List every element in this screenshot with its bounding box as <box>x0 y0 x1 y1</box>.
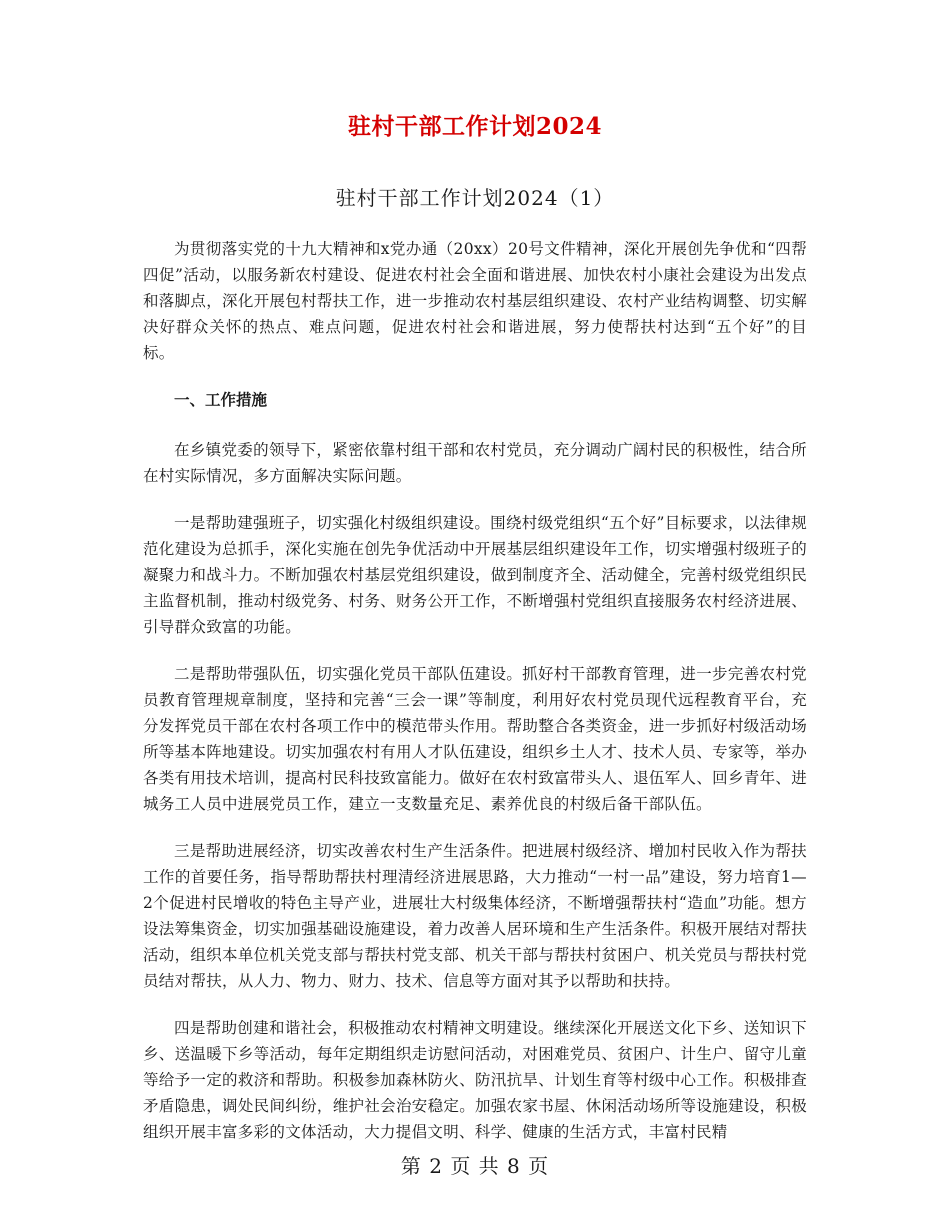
intro-paragraph: 为贯彻落实党的十九大精神和x党办通（20xx）20号文件精神，深化开展创先争优和“四帮四促”活动，以服务新农村建设、促进农村社会全面和谐进展、加快农村小康社会建设为出发点和落脚点，深化开展包村帮扶工作，进一步推动农村基层组织建设、农村产业结构调整、切实解决好群众关怀的热点、难点问题，促进农村社会和谐进展，努力使帮扶村达到“五个好”的目标。 <box>143 240 807 362</box>
point-four-paragraph: 四是帮助创建和谐社会，积极推动农村精神文明建设。继续深化开展送文化下乡、送知识下乡、送温暖下乡等活动，每年定期组织走访慰问活动，对困难党员、贫困户、计生户、留守儿童等给予一定的救济和帮助。积极参加森林防火、防汛抗旱、计划生育等村级中心工作。积极排查矛盾隐患，调处民间纠纷，维护社会治安稳定。加强农家书屋、休闲活动场所等设施建设，积极组织开展丰富多彩的文体活动，大力提倡文明、科学、健康的生活方式，丰富村民精 <box>143 1019 807 1141</box>
document-subtitle: 驻村干部工作计划2024（1） <box>335 186 615 210</box>
point-two-paragraph: 二是帮助带强队伍，切实强化党员干部队伍建设。抓好村干部教育管理，进一步完善农村党员教育管理规章制度，坚持和完善“三会一课”等制度，利用好农村党员现代远程教育平台，充分发挥党员干部在农村各项工作中的模范带头作用。帮助整合各类资金，进一步抓好村级活动场所等基本阵地建设。切实加强农村有用人才队伍建设，组织乡土人才、技术人员、专家等，举办各类有用技术培训，提高村民科技致富能力。做好在农村致富带头人、退伍军人、回乡青年、进城务工人员中进展党员工作，建立一支数量充足、素养优良的村级后备干部队伍。 <box>143 665 807 813</box>
section-intro-paragraph: 在乡镇党委的领导下，紧密依靠村组干部和农村党员，充分调动广阔村民的积极性，结合所在村实际情况，多方面解决实际问题。 <box>143 441 807 485</box>
point-three-paragraph: 三是帮助进展经济，切实改善农村生产生活条件。把进展村级经济、增加村民收入作为帮扶工作的首要任务，指导帮助帮扶村理清经济进展思路，大力推动“一村一品”建设，努力培育1—2个促进村民增收的特色主导产业，进展壮大村级集体经济，不断增强帮扶村“造血”功能。想方设法筹集资金，切实加强基础设施建设，着力改善人居环境和生产生活条件。积极开展结对帮扶活动，组织本单位机关党支部与帮扶村党支部、机关干部与帮扶村贫困户、机关党员与帮扶村党员结对帮扶，从人力、物力、财力、技术、信息等方面对其予以帮助和扶持。 <box>143 842 807 990</box>
point-one-paragraph: 一是帮助建强班子，切实强化村级组织建设。围绕村级党组织“五个好”目标要求，以法律规范化建设为总抓手，深化实施在创先争优活动中开展基层组织建设年工作，切实增强村级班子的凝聚力和战斗力。不断加强农村基层党组织建设，做到制度齐全、活动健全，完善村级党组织民主监督机制，推动村级党务、村务、财务公开工作，不断增强村党组织直接服务农村经济进展、引导群众致富的功能。 <box>143 514 807 636</box>
document-body <box>143 236 807 1166</box>
section-heading-work-measures: 一、工作措施 <box>174 391 268 409</box>
document-title: 驻村干部工作计划2024 <box>347 113 602 140</box>
page-number-footer: 第 2 页 共 8 页 <box>400 1154 550 1178</box>
